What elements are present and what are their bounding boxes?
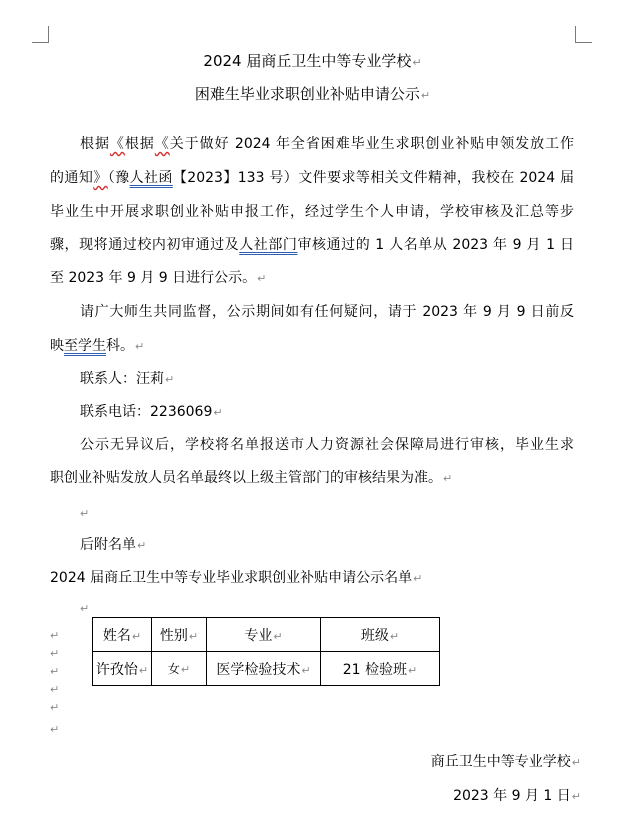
paragraph-3-line-1: 公示无异议后，学校将名单报送市人力资源社会保障局进行审核，毕业生求 bbox=[80, 437, 574, 453]
cell-mark-icon: ↵ bbox=[273, 629, 283, 643]
cell-mark-icon: ↵ bbox=[408, 663, 418, 677]
paragraph-mark-icon: ↵ bbox=[165, 373, 175, 386]
paragraph-mark-icon: ↵ bbox=[257, 272, 267, 285]
paragraph-3-line-2: 职创业补贴发放人员名单最终以上级主管部门的审核结果为准。↵ bbox=[50, 470, 453, 486]
cell-name: 许孜怡↵ bbox=[93, 652, 152, 686]
attached-list-label: 后附名单↵ bbox=[80, 537, 147, 553]
paragraph-mark-icon: ↵ bbox=[213, 406, 223, 419]
document-title: 2024 届商丘卫生中等专业学校↵ bbox=[203, 52, 422, 70]
contact-phone: 联系电话：2236069↵ bbox=[80, 404, 223, 420]
table-header-row bbox=[93, 618, 440, 652]
paragraph-mark-icon: ↵ bbox=[412, 56, 422, 69]
list-title: 2024 届商丘卫生中等专业毕业求职创业补贴申请公示名单↵ bbox=[50, 570, 423, 586]
paragraph-mark-icon: ↵ bbox=[80, 507, 90, 520]
table-row bbox=[93, 652, 440, 686]
paragraph-mark-icon: ↵ bbox=[50, 701, 60, 714]
cell-mark-icon: ↵ bbox=[188, 629, 199, 643]
paragraph-2-line-2: 映至学生科。↵ bbox=[50, 338, 145, 354]
paragraph-1-line-3: 毕业生中开展求职创业补贴申报工作，经过学生个人申请，学校审核及汇总等步 bbox=[50, 204, 574, 220]
cell-mark-icon: ↵ bbox=[180, 663, 191, 676]
paragraph-mark-icon: ↵ bbox=[413, 572, 423, 585]
cell-mark-icon: ↵ bbox=[138, 663, 149, 677]
paragraph-1-line-4: 骤，现将通过校内初审通过及人社部门审核通过的 1 人名单从 2023 年 9 月 1 日 bbox=[50, 237, 575, 253]
paragraph-mark-icon: ↵ bbox=[50, 723, 60, 736]
paragraph-mark-icon: ↵ bbox=[50, 647, 60, 660]
paragraph-1-line-5: 至 2023 年 9 月 9 日进行公示。↵ bbox=[50, 270, 267, 286]
paragraph-mark-icon: ↵ bbox=[80, 602, 90, 615]
paragraph-mark-icon: ↵ bbox=[420, 89, 431, 102]
paragraph-mark-icon: ↵ bbox=[137, 539, 147, 552]
paragraph-mark-icon: ↵ bbox=[571, 756, 581, 769]
paragraph-mark-icon: ↵ bbox=[50, 665, 60, 678]
crop-mark-top-right bbox=[575, 26, 592, 43]
cell-class: 21 检验班↵ bbox=[321, 652, 440, 686]
contact-person: 联系人：汪莉↵ bbox=[80, 371, 175, 387]
paragraph-mark-icon: ↵ bbox=[50, 629, 60, 642]
signature-date: 2023 年 9 月 1 日↵ bbox=[453, 788, 581, 804]
paragraph-1-line-2: 的通知》（豫人社函【2023】133 号）文件要求等相关文件精神，我校在 2024 届 bbox=[50, 170, 575, 186]
header-gender: 性别↵ bbox=[152, 618, 207, 652]
paragraph-2-line-1: 请广大师生共同监督，公示期间如有任何疑问，请于 2023 年 9 月 9 日前反 bbox=[80, 304, 574, 320]
cell-mark-icon: ↵ bbox=[389, 629, 400, 643]
paragraph-mark-icon: ↵ bbox=[50, 683, 60, 696]
paragraph-1-line-1: 根据《根据《关于做好 2024 年全省困难毕业生求职创业补贴申领发放工作 bbox=[80, 136, 575, 152]
crop-mark-top-left bbox=[32, 26, 49, 43]
header-major: 专业↵ bbox=[207, 618, 321, 652]
header-name: 姓名↵ bbox=[93, 618, 152, 652]
applicant-table bbox=[92, 617, 440, 686]
paragraph-mark-icon: ↵ bbox=[135, 340, 145, 353]
paragraph-mark-icon: ↵ bbox=[443, 472, 453, 485]
document-subtitle: 困难生毕业求职创业补贴申请公示↵ bbox=[194, 85, 431, 103]
paragraph-mark-icon: ↵ bbox=[571, 790, 581, 803]
cell-mark-icon: ↵ bbox=[301, 663, 311, 677]
cell-gender: 女↵ bbox=[152, 652, 207, 686]
cell-major: 医学检验技术↵ bbox=[207, 652, 321, 686]
cell-mark-icon: ↵ bbox=[131, 629, 142, 643]
signature-organization: 商丘卫生中等专业学校↵ bbox=[430, 754, 581, 770]
header-class: 班级↵ bbox=[321, 618, 440, 652]
